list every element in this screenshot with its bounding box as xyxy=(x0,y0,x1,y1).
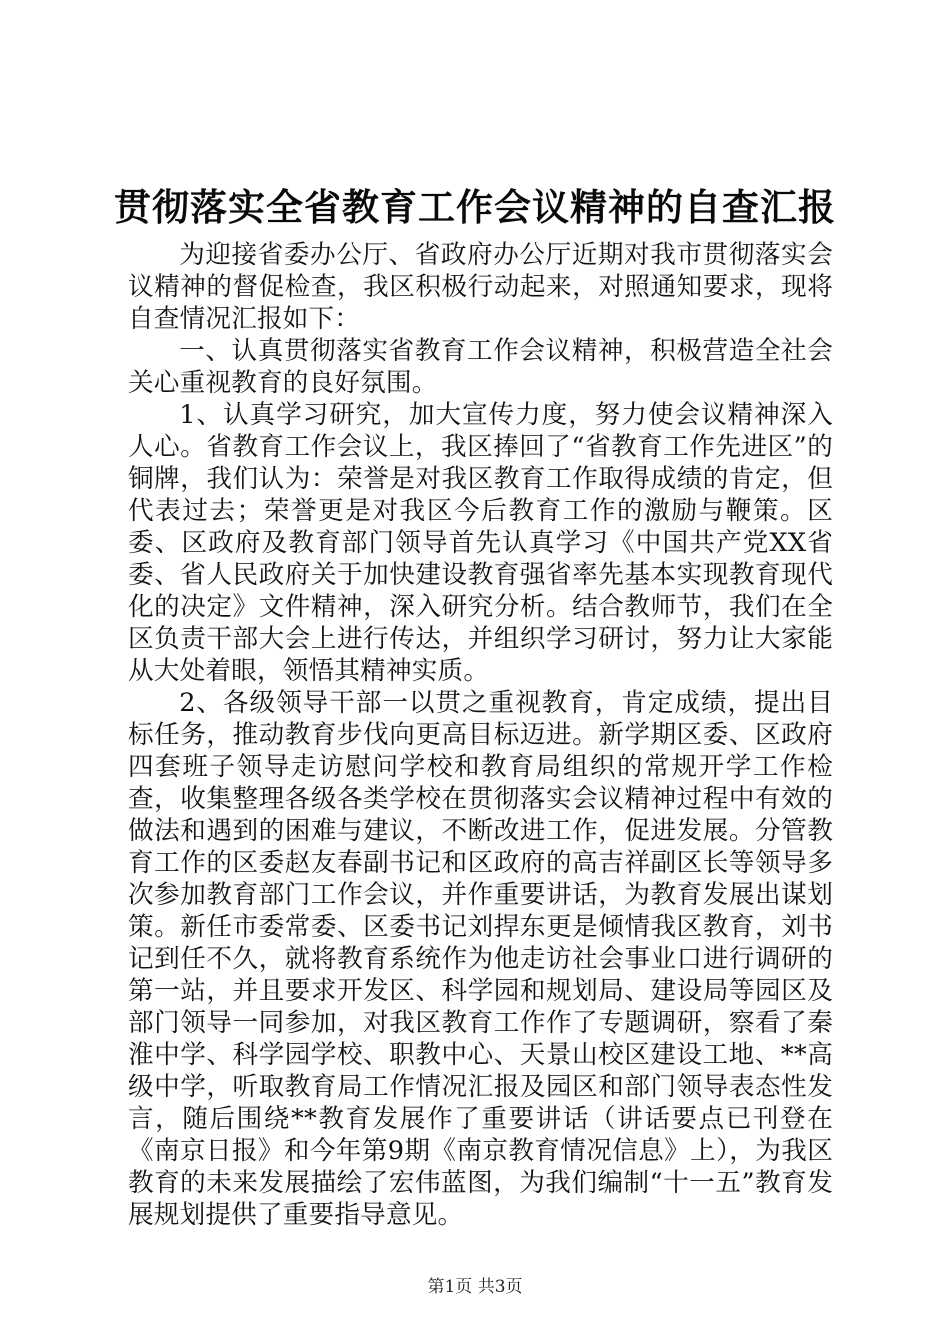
document-body xyxy=(128,239,833,1231)
paragraph-item-1: 1、认真学习研究，加大宣传力度，努力使会议精神深入人心。省教育工作会议上，我区捧回了“省教育工作先进区”的铜牌，我们认为：荣誉是对我区教育工作取得成绩的肯定，但代表过去；荣誉更是对我区今后教育工作的激励与鞭策。区委、区政府及教育部门领导首先认真学习《中国共产党XX省委、省人民政府关于加快建设教育强省率先基本实现教育现代化的决定》文件精神，深入研究分析。结合教师节，我们在全区负责干部大会上进行传达，并组织学习研讨，努力让大家能从大处着眼，领悟其精神实质。 xyxy=(128,400,833,686)
page-footer: 第1页 共3页 xyxy=(427,1277,523,1297)
paragraph-section-heading: 一、认真贯彻落实省教育工作会议精神，积极营造全社会关心重视教育的良好氛围。 xyxy=(128,336,833,398)
paragraph-item-2: 2、各级领导干部一以贯之重视教育，肯定成绩，提出目标任务，推动教育步伐向更高目标迈进。新学期区委、区政府四套班子领导走访慰问学校和教育局组织的常规开学工作检查，收集整理各级各类学校在贯彻落实会议精神过程中有效的做法和遇到的困难与建议，不断改进工作，促进发展。分管教育工作的区委赵友春副书记和区政府的高吉祥副区长等领导多次参加教育部门工作会议，并作重要讲话，为教育发展出谋划策。新任市委常委、区委书记刘捍东更是倾情我区教育，刘书记到任不久，就将教育系统作为他走访社会事业口进行调研的第一站，并且要求开发区、科学园和规划局、建设局等园区及部门领导一同参加，对我区教育工作作了专题调研，察看了秦淮中学、科学园学校、职教中心、天景山校区建设工地、**高级中学，听取教育局工作情况汇报及园区和部门领导表态性发言，随后围绕**教育发展作了重要讲话（讲话要点已刊登在《南京日报》和今年第9期《南京教育情况信息》上），为我区教育的未来发展描绘了宏伟蓝图，为我们编制“十一五”教育发展规划提供了重要指导意见。 xyxy=(128,688,833,1230)
document-title: 贯彻落实全省教育工作会议精神的自查汇报 xyxy=(114,185,836,229)
paragraph-intro: 为迎接省委办公厅、省政府办公厅近期对我市贯彻落实会议精神的督促检查，我区积极行动起来，对照通知要求，现将自查情况汇报如下： xyxy=(128,240,833,334)
